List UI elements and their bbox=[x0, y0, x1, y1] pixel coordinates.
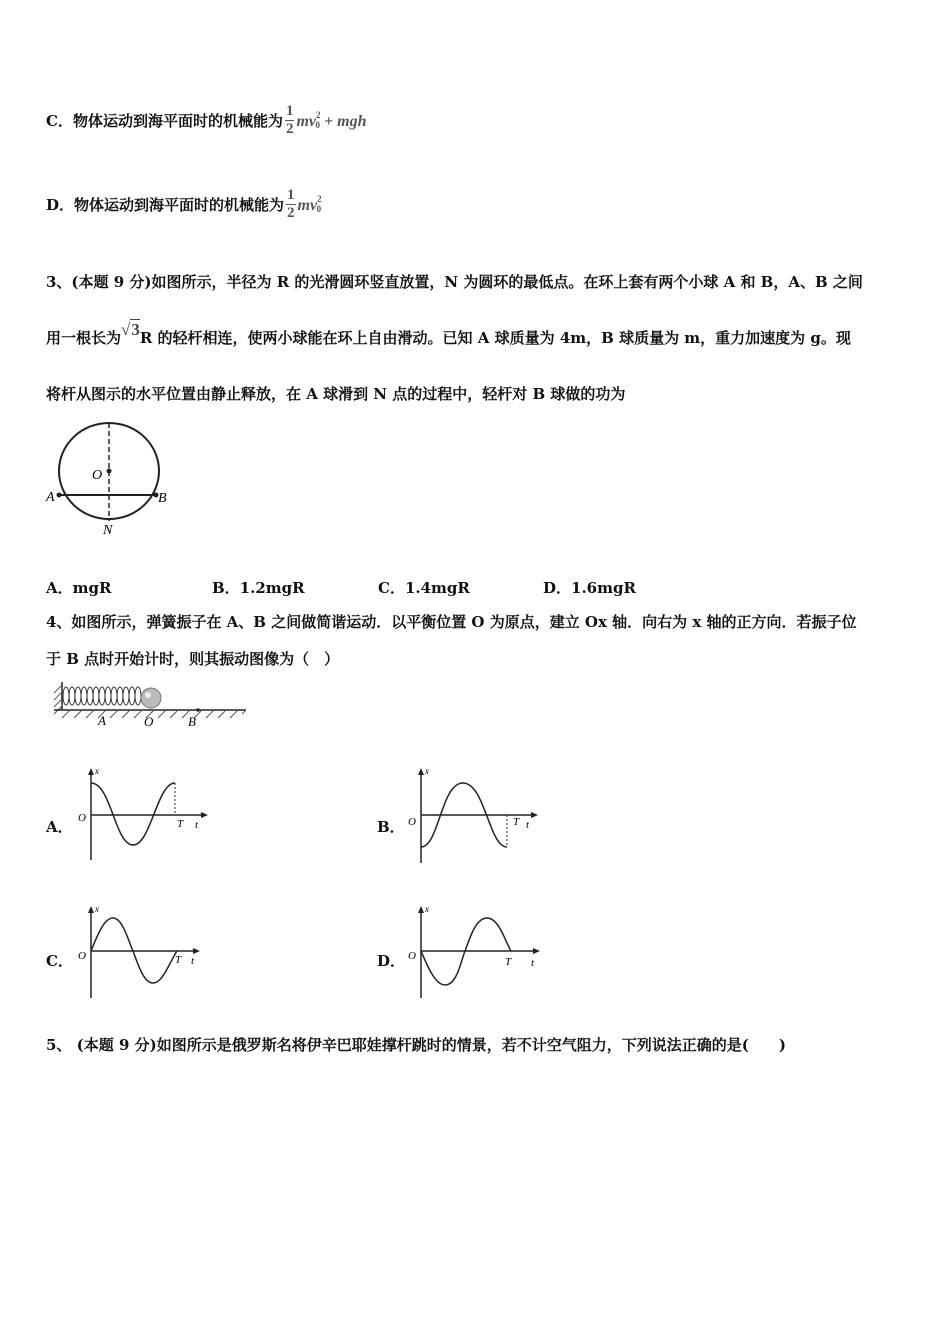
fraction-denominator: 2 bbox=[285, 121, 294, 137]
q3-line-1: 3、(本题 9 分)如图所示，半径为 R 的光滑圆环竖直放置，N 为圆环的最低点。在环上套有两个小球 A 和 B，A、B 之间 bbox=[46, 273, 863, 291]
fraction-denominator: 2 bbox=[287, 205, 295, 221]
spring-figure bbox=[50, 680, 250, 730]
label-n: N bbox=[103, 523, 113, 538]
period-label: T bbox=[175, 954, 182, 966]
q4-option-a-label[interactable]: A． bbox=[46, 818, 73, 836]
formula-sup: 2 bbox=[316, 110, 321, 120]
origin-label: O bbox=[408, 816, 416, 828]
q3-line-2 bbox=[46, 320, 851, 348]
origin-label: O bbox=[408, 950, 416, 962]
q4-option-d-label[interactable]: D． bbox=[377, 952, 406, 970]
formula-mgh: + mgh bbox=[324, 113, 367, 130]
fraction-numerator: 1 bbox=[287, 187, 295, 203]
spring-label-o: O bbox=[144, 714, 154, 729]
axis-t-label: t bbox=[195, 819, 199, 831]
q5-line-1: 5、 (本题 9 分)如图所示是俄罗斯名将伊辛巴耶娃撑杆跳时的情景，若不计空气阻力，下列说法正确的是( ) bbox=[46, 1036, 786, 1054]
formula-sup: 2 bbox=[317, 194, 322, 204]
formula-kinetic bbox=[296, 110, 367, 130]
q4-line-1: 4、如图所示，弹簧振子在 A、B 之间做简谐运动．以平衡位置 O 为原点，建立 Ox 轴．向右为 x 轴的正方向．若振子位 bbox=[46, 613, 857, 631]
origin-label: O bbox=[78, 950, 86, 962]
q3-option-a[interactable]: A．mgR bbox=[46, 579, 112, 597]
axis-t-label: t bbox=[531, 957, 535, 969]
q3-option-d[interactable]: D．1.6mgR bbox=[543, 579, 636, 597]
formula-mv: mv bbox=[297, 197, 318, 214]
sqrt-symbol: √3 bbox=[121, 320, 140, 339]
period-label: T bbox=[513, 816, 520, 828]
q3-line-3: 将杆从图示的水平位置由静止释放，在 A 球滑到 N 点的过程中，轻杆对 B 球做的功为 bbox=[46, 385, 626, 403]
formula-mv: mv bbox=[296, 113, 316, 130]
q2-option-c-text: C．物体运动到海平面时的机械能为 bbox=[46, 112, 283, 130]
period-label: T bbox=[177, 818, 184, 830]
fraction-numerator: 1 bbox=[285, 103, 294, 119]
axis-x-label: x bbox=[425, 904, 429, 914]
label-o: O bbox=[92, 468, 103, 483]
half-fraction bbox=[285, 103, 295, 138]
spring-label-b: B bbox=[188, 714, 196, 729]
q3-line-2a: 用一根长为 bbox=[46, 329, 122, 347]
formula-sub: 0 bbox=[315, 120, 320, 130]
circle-figure bbox=[44, 420, 179, 540]
axis-x-label: x bbox=[95, 904, 99, 914]
axis-t-label: t bbox=[526, 819, 530, 831]
q3-option-c[interactable]: C．1.4mgR bbox=[378, 579, 470, 597]
axis-x-label: x bbox=[425, 766, 429, 776]
q4-line-2: 于 B 点时开始计时，则其振动图像为（ ） bbox=[46, 650, 340, 668]
q2-option-d-text: D．物体运动到海平面时的机械能为 bbox=[46, 196, 285, 214]
axis-x-label: x bbox=[95, 766, 99, 776]
formula-kinetic bbox=[297, 194, 322, 214]
q2-option-d[interactable] bbox=[46, 187, 321, 222]
q3-option-b[interactable]: B．1.2mgR bbox=[212, 579, 305, 597]
q3-line-2b: R 的轻杆相连，使两小球能在环上自由滑动。已知 A 球质量为 4m，B 球质量为 m，重力加速度为 g。现 bbox=[139, 329, 851, 347]
q4-graph-b[interactable] bbox=[405, 765, 545, 865]
label-a: A bbox=[46, 490, 55, 505]
q2-option-c[interactable] bbox=[46, 103, 366, 138]
half-fraction bbox=[286, 187, 296, 222]
sqrt-argument: 3 bbox=[131, 320, 140, 339]
q4-option-b-label[interactable]: B． bbox=[377, 818, 405, 836]
label-b: B bbox=[158, 491, 167, 506]
q4-graph-d[interactable] bbox=[405, 903, 545, 1003]
period-label: T bbox=[505, 956, 512, 968]
q4-option-c-label[interactable]: C． bbox=[46, 952, 73, 970]
spring-label-a: A bbox=[98, 713, 106, 728]
q4-graph-c[interactable] bbox=[75, 903, 215, 1003]
axis-t-label: t bbox=[191, 955, 195, 967]
origin-label: O bbox=[78, 812, 86, 824]
q4-graph-a[interactable] bbox=[75, 765, 215, 865]
formula-sub: 0 bbox=[316, 204, 322, 214]
